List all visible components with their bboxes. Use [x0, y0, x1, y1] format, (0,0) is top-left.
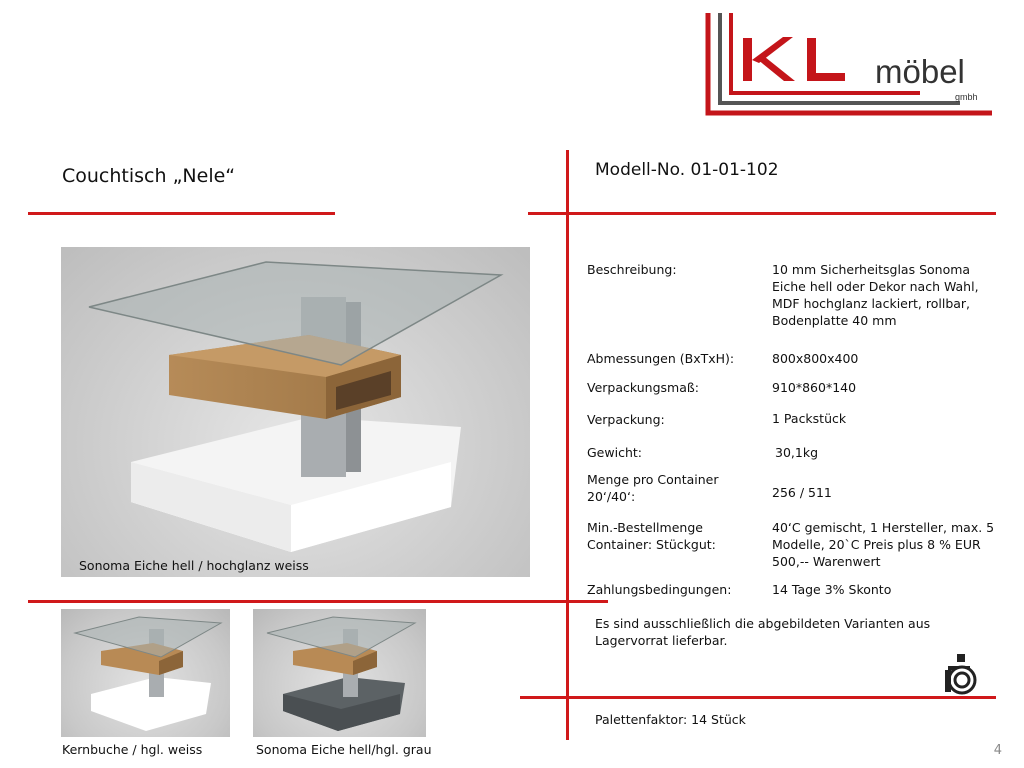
logo-word: möbel: [875, 53, 965, 90]
main-image-caption: Sonoma Eiche hell / hochglanz weiss: [79, 558, 309, 573]
variant-image-sonoma-grau: [253, 609, 426, 737]
spec-value: 14 Tage 3% Skonto: [772, 582, 892, 597]
variant-caption-2: Sonoma Eiche hell/hgl. grau: [256, 742, 432, 757]
page-number: 4: [993, 743, 1002, 758]
spec-value: 256 / 511: [772, 485, 832, 500]
pallet-factor: Palettenfaktor: 14 Stück: [595, 712, 746, 727]
product-title: Couchtisch „Nele“: [62, 165, 236, 187]
spec-label: Abmessungen (BxTxH):: [587, 351, 735, 366]
logo-suffix: gmbh: [955, 92, 978, 102]
spec-value: 910*860*140: [772, 380, 857, 395]
model-number: Modell-No. 01-01-102: [595, 160, 779, 180]
castor-wheel-icon: [940, 652, 980, 696]
spec-label: Verpackung:: [587, 412, 665, 427]
spec-label: Min.-Bestellmenge Container: Stückgut:: [587, 520, 716, 552]
divider-model: [528, 212, 996, 215]
availability-note: Es sind ausschließlich die abgebildeten Varianten aus Lagervorrat lieferbar.: [595, 616, 931, 648]
spec-label: Gewicht:: [587, 445, 642, 460]
spec-label: Verpackungsmaß:: [587, 380, 699, 395]
spec-value: 30,1kg: [775, 445, 819, 460]
divider-lower: [520, 696, 996, 699]
company-logo: [705, 13, 995, 116]
variant-caption-1: Kernbuche / hgl. weiss: [62, 742, 203, 757]
divider-vertical: [566, 150, 569, 740]
coffee-table-illustration: [61, 247, 530, 577]
spec-label: Menge pro Container 20‘/40‘:: [587, 472, 719, 504]
divider-middle: [28, 600, 608, 603]
spec-value: 1 Packstück: [772, 411, 847, 426]
spec-label: Zahlungsbedingungen:: [587, 582, 732, 597]
spec-label: Beschreibung:: [587, 262, 677, 277]
main-product-image: [61, 247, 530, 577]
spec-value: 800x800x400: [772, 351, 859, 366]
variant-image-kernbuche: [61, 609, 230, 737]
spec-value: 10 mm Sicherheitsglas Sonoma Eiche hell oder Dekor nach Wahl, MDF hochglanz lackiert, rollbar, Bodenplatte 40 mm: [772, 262, 979, 328]
spec-value: 40‘C gemischt, 1 Hersteller, max. 5 Modelle, 20`C Preis plus 8 % EUR 500,-- Warenwert: [772, 520, 995, 569]
divider-title: [28, 212, 335, 215]
